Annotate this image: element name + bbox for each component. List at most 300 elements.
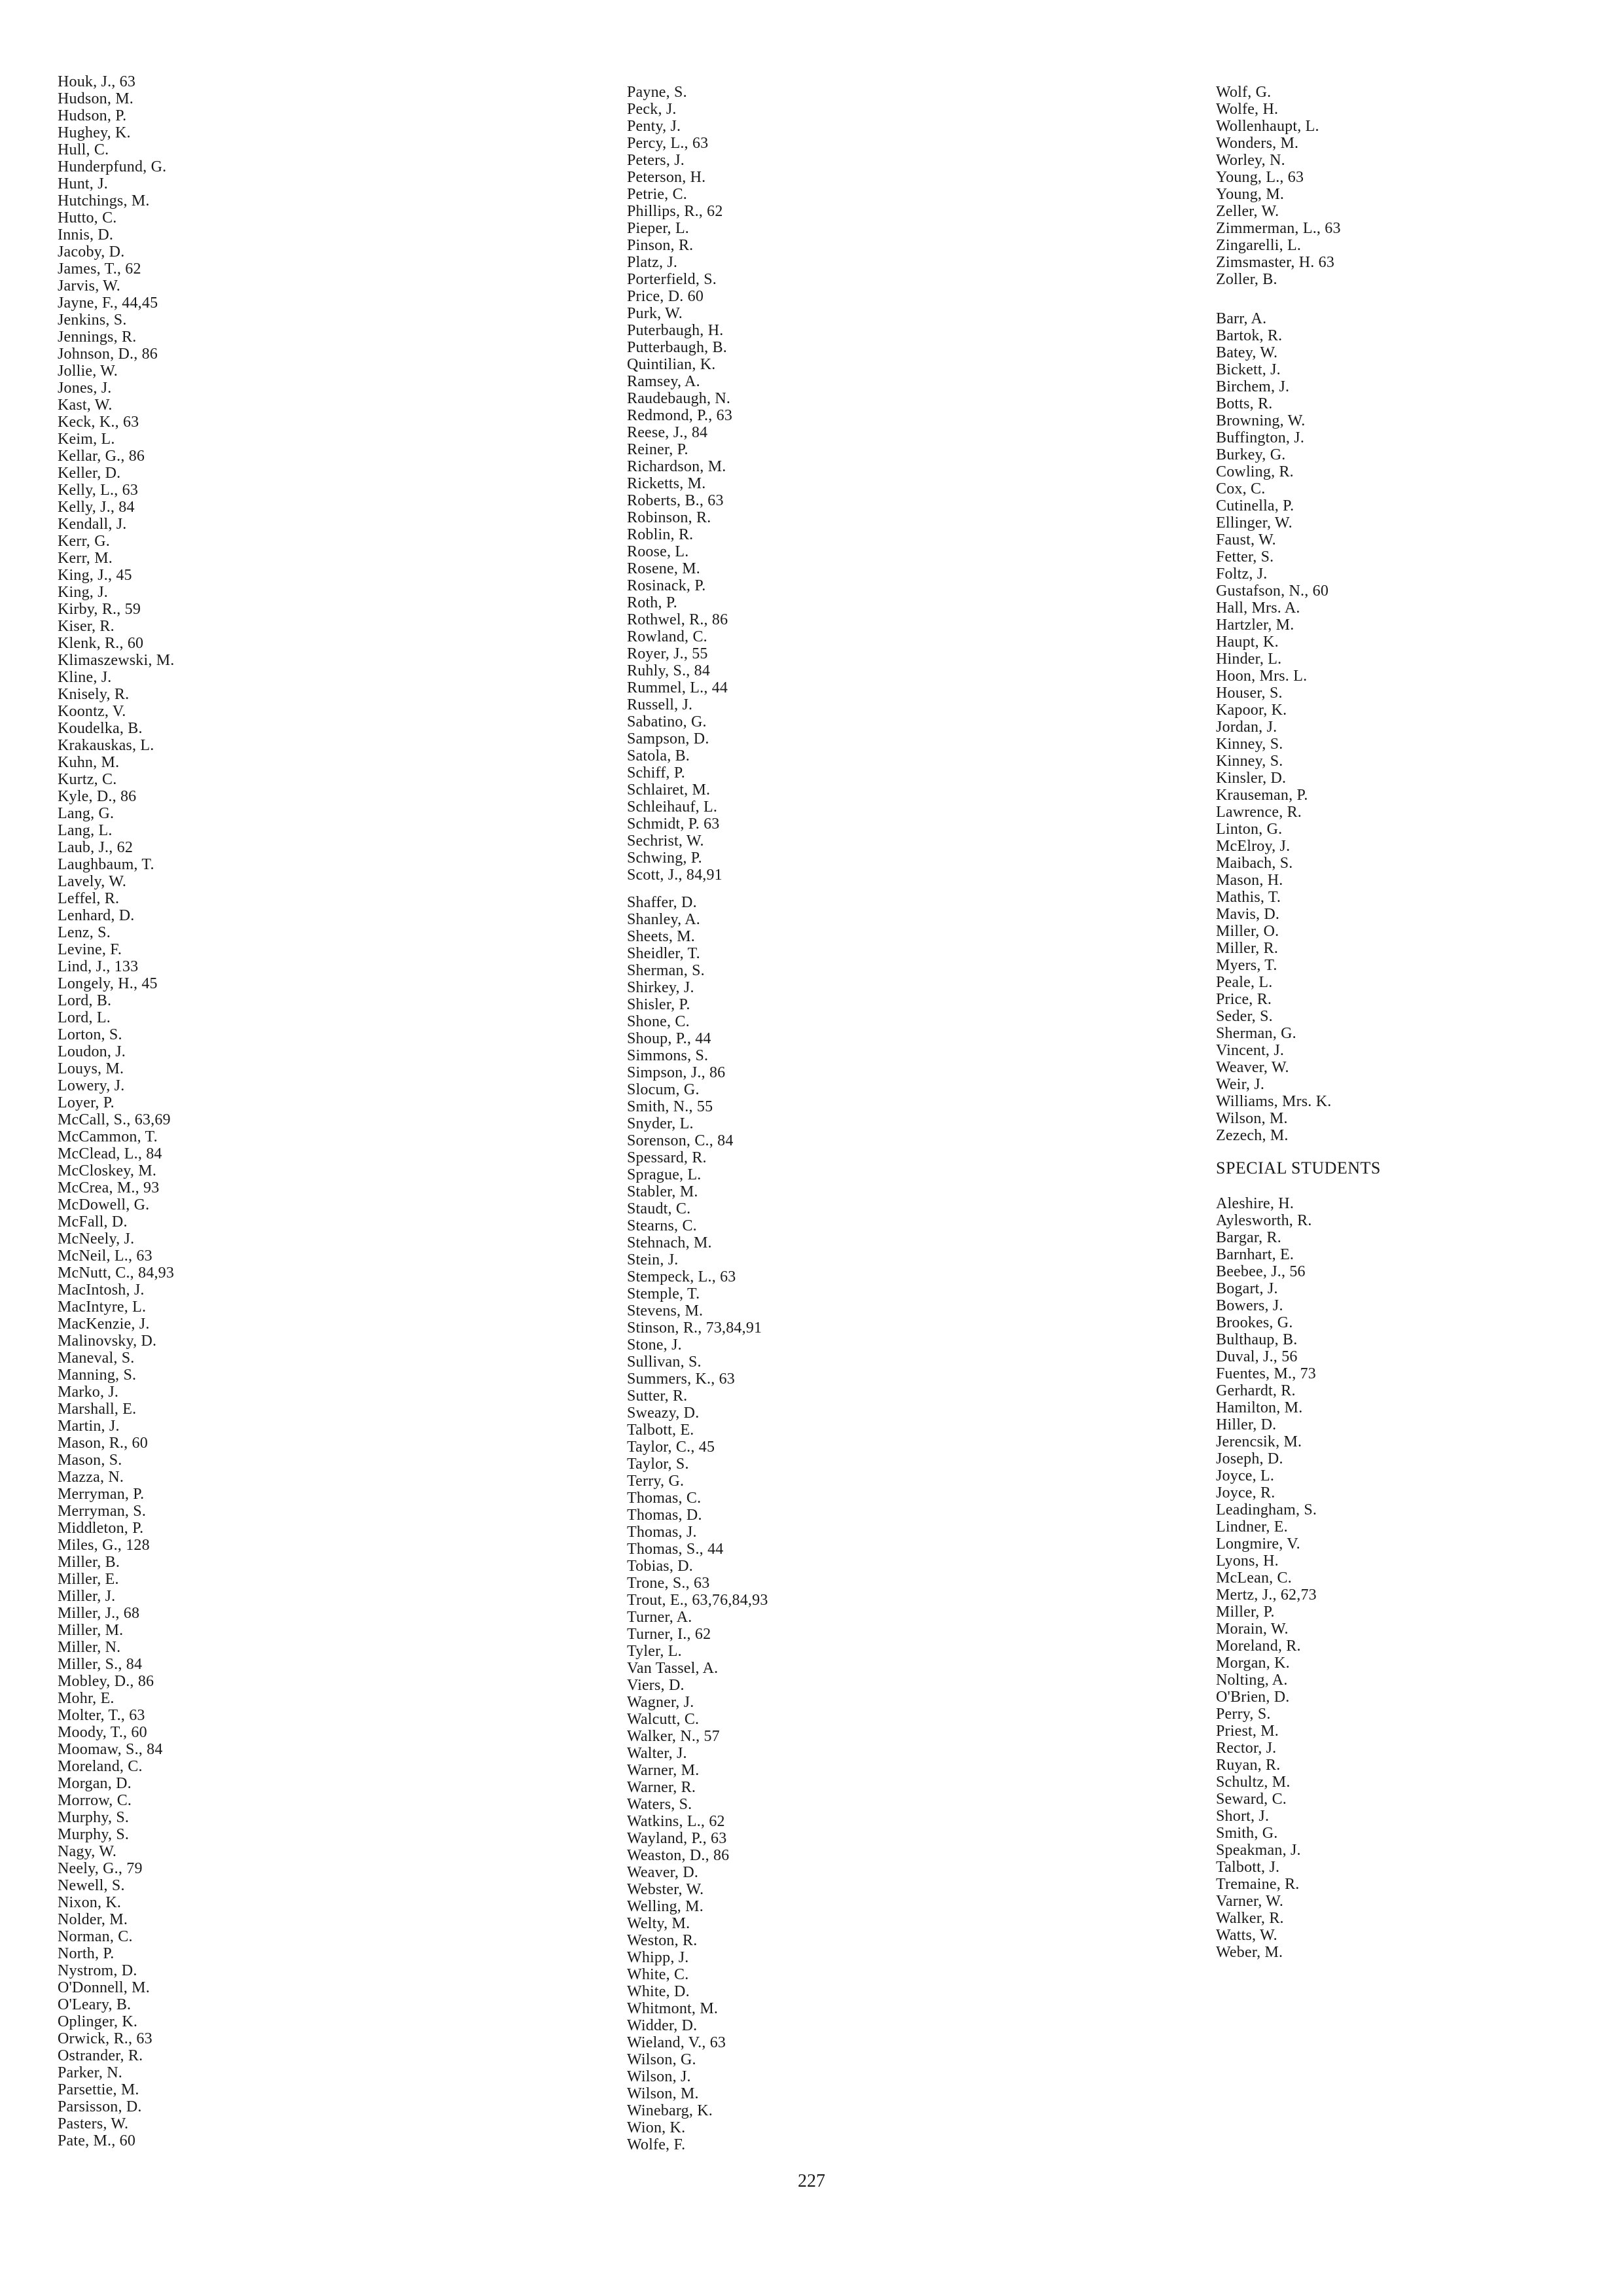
index-entry: Walker, N., 57	[627, 1728, 720, 1745]
special-student-entry: Joyce, L.	[1216, 1467, 1275, 1484]
index-entry: Richardson, M.	[627, 458, 726, 475]
section-gap	[1216, 1178, 1381, 1195]
index-entry: Worley, N.	[1216, 152, 1285, 169]
index-entry: Kerr, M.	[58, 550, 113, 567]
index-entry: Thomas, C.	[627, 1490, 702, 1507]
index-entry: Miller, N.	[58, 1639, 121, 1656]
index-entry: Waters, S.	[627, 1796, 692, 1813]
index-entry: Turner, A.	[627, 1609, 692, 1626]
special-student-entry: Weber, M.	[1216, 1944, 1283, 1961]
index-entry: Thomas, S., 44	[627, 1541, 724, 1558]
special-student-entry: Perry, S.	[1216, 1706, 1271, 1723]
index-entry: MacIntyre, L.	[58, 1299, 147, 1316]
index-entry: Sutter, R.	[627, 1388, 688, 1405]
index-entry: Molter, T., 63	[58, 1707, 145, 1724]
index-entry: Trone, S., 63	[627, 1575, 710, 1592]
index-entry: Shisler, P.	[627, 996, 690, 1013]
index-entry: Whipp, J.	[627, 1949, 689, 1966]
index-entry: Malinovsky, D.	[58, 1333, 157, 1350]
index-entry: Linton, G.	[1216, 821, 1283, 838]
special-student-entry: Mertz, J., 62,73	[1216, 1587, 1317, 1604]
index-entry: Smith, N., 55	[627, 1098, 713, 1115]
index-entry: Kyle, D., 86	[58, 788, 137, 805]
index-entry: Houser, S.	[1216, 685, 1283, 702]
index-entry: Weston, R.	[627, 1932, 698, 1949]
index-entry: Simmons, S.	[627, 1047, 709, 1064]
index-entry: Spessard, R.	[627, 1149, 707, 1166]
special-student-entry: Talbott, J.	[1216, 1859, 1280, 1876]
index-entry: Ricketts, M.	[627, 475, 706, 492]
index-entry: Kline, J.	[58, 669, 112, 686]
index-entry: Wolf, G.	[1216, 84, 1272, 101]
index-entry: Mavis, D.	[1216, 906, 1280, 923]
index-entry: Mason, R., 60	[58, 1435, 148, 1452]
index-entry: Scott, J., 84,91	[627, 867, 722, 884]
index-entry: Miller, O.	[1216, 923, 1279, 940]
index-entry: McCrea, M., 93	[58, 1179, 160, 1196]
special-student-entry: Aleshire, H.	[1216, 1195, 1294, 1212]
index-entry: Lord, L.	[58, 1009, 111, 1026]
special-student-entry: Aylesworth, R.	[1216, 1212, 1312, 1229]
index-entry: Quintilian, K.	[627, 356, 716, 373]
index-entry: Cox, C.	[1216, 480, 1266, 497]
index-entry: McCloskey, M.	[58, 1162, 157, 1179]
section-gap	[1216, 1144, 1381, 1158]
index-entry: Snyder, L.	[627, 1115, 694, 1132]
index-entry: Zimsmaster, H. 63	[1216, 254, 1335, 271]
index-entry: Wonders, M.	[1216, 135, 1299, 152]
index-entry: Browning, W.	[1216, 412, 1306, 429]
special-student-entry: Priest, M.	[1216, 1723, 1279, 1740]
index-entry: Young, M.	[1216, 186, 1285, 203]
index-entry: Watkins, L., 62	[627, 1813, 725, 1830]
index-entry: Miller, J.	[58, 1588, 116, 1605]
special-student-entry: Bulthaup, B.	[1216, 1331, 1298, 1348]
index-entry: Trout, E., 63,76,84,93	[627, 1592, 768, 1609]
index-entry: Roblin, R.	[627, 526, 694, 543]
index-entry: Rothwel, R., 86	[627, 611, 728, 628]
index-entry: Welty, M.	[627, 1915, 690, 1932]
special-student-entry: McLean, C.	[1216, 1570, 1292, 1587]
special-student-entry: Seward, C.	[1216, 1791, 1287, 1808]
index-entry: Cutinella, P.	[1216, 497, 1294, 514]
index-entry: Kapoor, K.	[1216, 702, 1287, 719]
index-entry: Kiser, R.	[58, 618, 115, 635]
index-entry: Stone, J.	[627, 1336, 682, 1354]
index-entry: Shanley, A.	[627, 911, 700, 928]
index-entry: Rosene, M.	[627, 560, 700, 577]
index-entry: Marko, J.	[58, 1384, 119, 1401]
index-entry: Schmidt, P. 63	[627, 816, 720, 833]
index-entry: Walter, J.	[627, 1745, 687, 1762]
index-entry: Nixon, K.	[58, 1894, 122, 1911]
group-gap	[1216, 288, 1381, 310]
index-entry: Petrie, C.	[627, 186, 687, 203]
special-student-entry: Brookes, G.	[1216, 1314, 1293, 1331]
special-student-entry: Rector, J.	[1216, 1740, 1277, 1757]
index-entry: Parsettie, M.	[58, 2081, 139, 2098]
index-entry: Schwing, P.	[627, 850, 702, 867]
index-entry: Kast, W.	[58, 397, 113, 414]
index-entry: White, C.	[627, 1966, 689, 1983]
index-entry: Weaver, W.	[1216, 1059, 1289, 1076]
special-student-entry: Lyons, H.	[1216, 1552, 1279, 1570]
index-entry: Wagner, J.	[627, 1694, 694, 1711]
index-entry: Murphy, S.	[58, 1826, 130, 1843]
special-student-entry: Hamilton, M.	[1216, 1399, 1303, 1416]
index-entry: Oplinger, K.	[58, 2013, 138, 2030]
special-student-entry: Varner, W.	[1216, 1893, 1284, 1910]
index-entry: Whitmont, M.	[627, 2000, 719, 2017]
index-entry: Russell, J.	[627, 696, 693, 713]
index-entry: Welling, M.	[627, 1898, 704, 1915]
special-student-entry: Schultz, M.	[1216, 1774, 1291, 1791]
index-entry: Schlairet, M.	[627, 781, 711, 798]
index-entry: Warner, M.	[627, 1762, 700, 1779]
index-entry: Satola, B.	[627, 747, 690, 764]
index-entry: Kelly, J., 84	[58, 499, 135, 516]
special-student-entry: Smith, G.	[1216, 1825, 1278, 1842]
special-student-entry: Hiller, D.	[1216, 1416, 1277, 1433]
index-entry: Rummel, L., 44	[627, 679, 728, 696]
index-entry: Haupt, K.	[1216, 634, 1279, 651]
index-entry: Stinson, R., 73,84,91	[627, 1319, 762, 1336]
index-entry: Wieland, V., 63	[627, 2034, 726, 2051]
index-entry: Laub, J., 62	[58, 839, 134, 856]
index-entry: Ramsey, A.	[627, 373, 700, 390]
group-gap	[627, 884, 768, 894]
index-entry: Leffel, R.	[58, 890, 120, 907]
index-entry: Kelly, L., 63	[58, 482, 139, 499]
index-entry: Hoon, Mrs. L.	[1216, 668, 1308, 685]
index-entry: Puterbaugh, H.	[627, 322, 724, 339]
index-entry: Cowling, R.	[1216, 463, 1294, 480]
special-student-entry: Speakman, J.	[1216, 1842, 1301, 1859]
index-entry: Pasters, W.	[58, 2115, 129, 2132]
special-student-entry: Barnhart, E.	[1216, 1246, 1294, 1263]
index-entry: Martin, J.	[58, 1418, 120, 1435]
index-entry: Mohr, E.	[58, 1690, 115, 1707]
index-entry: Newell, S.	[58, 1877, 125, 1894]
index-entry: Neely, G., 79	[58, 1860, 143, 1877]
special-student-entry: Short, J.	[1216, 1808, 1270, 1825]
index-entry: O'Donnell, M.	[58, 1979, 150, 1996]
index-entry: McNeil, L., 63	[58, 1247, 152, 1265]
index-entry: Van Tassel, A.	[627, 1660, 719, 1677]
index-entry: Phillips, R., 62	[627, 203, 723, 220]
index-entry: Weaston, D., 86	[627, 1847, 730, 1864]
index-entry: Sherman, S.	[627, 962, 705, 979]
index-entry: Pieper, L.	[627, 220, 690, 237]
special-student-entry: Morgan, K.	[1216, 1655, 1290, 1672]
index-entry: Sheidler, T.	[627, 945, 700, 962]
index-entry: Miller, E.	[58, 1571, 119, 1588]
special-student-entry: Longmire, V.	[1216, 1535, 1300, 1552]
index-entry: Lenhard, D.	[58, 907, 135, 924]
index-entry: Kinsler, D.	[1216, 770, 1287, 787]
index-entry: Young, L., 63	[1216, 169, 1304, 186]
special-student-entry: Miller, P.	[1216, 1604, 1275, 1621]
index-entry: Stevens, M.	[627, 1302, 704, 1319]
index-entry: Jollie, W.	[58, 363, 118, 380]
index-column-3	[1216, 84, 1381, 1961]
index-entry: Miller, M.	[58, 1622, 124, 1639]
index-entry: Hull, C.	[58, 141, 109, 158]
index-entry: Wion, K.	[627, 2119, 686, 2136]
index-entry: Hudson, M.	[58, 90, 134, 107]
index-entry: Widder, D.	[627, 2017, 698, 2034]
index-entry: Ostrander, R.	[58, 2047, 143, 2064]
index-column-2	[627, 84, 768, 2153]
index-entry: Orwick, R., 63	[58, 2030, 152, 2047]
index-entry: Sampson, D.	[627, 730, 709, 747]
index-entry: Zezech, M.	[1216, 1127, 1289, 1144]
index-entry: Hunt, J.	[58, 175, 108, 192]
index-entry: Marshall, E.	[58, 1401, 137, 1418]
index-entry: Jayne, F., 44,45	[58, 295, 158, 312]
index-entry: Keim, L.	[58, 431, 115, 448]
index-entry: Nagy, W.	[58, 1843, 117, 1860]
index-entry: Hartzler, M.	[1216, 617, 1294, 634]
index-entry: Houk, J., 63	[58, 73, 136, 90]
index-entry: Talbott, E.	[627, 1422, 694, 1439]
index-entry: Nystrom, D.	[58, 1962, 137, 1979]
index-entry: Knisely, R.	[58, 686, 130, 703]
index-entry: Nolder, M.	[58, 1911, 128, 1928]
index-entry: Putterbaugh, B.	[627, 339, 727, 356]
index-entry: Fetter, S.	[1216, 548, 1274, 565]
index-entry: Thomas, D.	[627, 1507, 702, 1524]
index-entry: Lawrence, R.	[1216, 804, 1302, 821]
index-entry: Gustafson, N., 60	[1216, 583, 1329, 600]
index-entry: Hunderpfund, G.	[58, 158, 167, 175]
index-entry: Klenk, R., 60	[58, 635, 144, 652]
index-entry: Koontz, V.	[58, 703, 126, 720]
index-entry: Sabatino, G.	[627, 713, 707, 730]
index-entry: Walcutt, C.	[627, 1711, 700, 1728]
index-entry: Stehnach, M.	[627, 1234, 712, 1251]
index-entry: Hall, Mrs. A.	[1216, 600, 1300, 617]
special-student-entry: Beebee, J., 56	[1216, 1263, 1306, 1280]
index-entry: Miller, S., 84	[58, 1656, 143, 1673]
index-entry: Middleton, P.	[58, 1520, 144, 1537]
index-entry: Wolfe, F.	[627, 2136, 686, 2153]
index-entry: Sullivan, S.	[627, 1354, 702, 1371]
index-entry: Bickett, J.	[1216, 361, 1281, 378]
index-entry: Stempeck, L., 63	[627, 1268, 736, 1285]
index-entry: Jacoby, D.	[58, 243, 125, 260]
index-entry: Kendall, J.	[58, 516, 127, 533]
index-entry: MacKenzie, J.	[58, 1316, 150, 1333]
index-entry: Mobley, D., 86	[58, 1673, 154, 1690]
index-entry: Loyer, P.	[58, 1094, 115, 1111]
index-entry: Shaffer, D.	[627, 894, 697, 911]
index-entry: Price, D. 60	[627, 288, 704, 305]
special-student-entry: Lindner, E.	[1216, 1518, 1288, 1535]
index-entry: Kuhn, M.	[58, 754, 120, 771]
index-entry: Slocum, G.	[627, 1081, 700, 1098]
index-entry: Maibach, S.	[1216, 855, 1293, 872]
index-entry: Percy, L., 63	[627, 135, 709, 152]
index-entry: Jennings, R.	[58, 329, 137, 346]
index-entry: Wolfe, H.	[1216, 101, 1279, 118]
index-entry: Zimmerman, L., 63	[1216, 220, 1341, 237]
index-entry: Stein, J.	[627, 1251, 679, 1268]
index-entry: Hinder, L.	[1216, 651, 1282, 668]
index-entry: Botts, R.	[1216, 395, 1273, 412]
index-entry: Stabler, M.	[627, 1183, 698, 1200]
index-entry: Sweazy, D.	[627, 1405, 700, 1422]
special-student-entry: Joseph, D.	[1216, 1450, 1283, 1467]
index-entry: Jenkins, S.	[58, 312, 127, 329]
index-entry: Weaver, D.	[627, 1864, 699, 1881]
index-entry: Price, R.	[1216, 991, 1272, 1008]
index-entry: Jordan, J.	[1216, 719, 1277, 736]
special-student-entry: Joyce, R.	[1216, 1484, 1275, 1501]
index-entry: Rowland, C.	[627, 628, 707, 645]
special-student-entry: Jerencsik, M.	[1216, 1433, 1302, 1450]
index-entry: Zoller, B.	[1216, 271, 1277, 288]
index-entry: Payne, S.	[627, 84, 687, 101]
index-entry: Tyler, L.	[627, 1643, 682, 1660]
index-entry: Peterson, H.	[627, 169, 706, 186]
index-entry: McElroy, J.	[1216, 838, 1291, 855]
index-entry: Wilson, J.	[627, 2068, 691, 2085]
special-student-entry: O'Brien, D.	[1216, 1689, 1290, 1706]
index-entry: Kellar, G., 86	[58, 448, 145, 465]
index-entry: Roth, P.	[627, 594, 677, 611]
index-entry: Wilson, M.	[1216, 1110, 1288, 1127]
index-entry: McNeely, J.	[58, 1230, 135, 1247]
index-entry: Barr, A.	[1216, 310, 1267, 327]
index-entry: Mathis, T.	[1216, 889, 1281, 906]
index-entry: Merryman, S.	[58, 1503, 147, 1520]
index-entry: Sheets, M.	[627, 928, 695, 945]
index-entry: Lord, B.	[58, 992, 112, 1009]
index-entry: Ellinger, W.	[1216, 514, 1293, 531]
index-entry: McFall, D.	[58, 1213, 128, 1230]
index-entry: Taylor, C., 45	[627, 1439, 715, 1456]
index-entry: Vincent, J.	[1216, 1042, 1285, 1059]
index-entry: Porterfield, S.	[627, 271, 717, 288]
index-entry: Peale, L.	[1216, 974, 1273, 991]
index-entry: Koudelka, B.	[58, 720, 143, 737]
index-entry: McDowell, G.	[58, 1196, 150, 1213]
index-entry: Viers, D.	[627, 1677, 685, 1694]
index-entry: Krakauskas, L.	[58, 737, 154, 754]
index-entry: Thomas, J.	[627, 1524, 697, 1541]
index-entry: King, J., 45	[58, 567, 132, 584]
index-entry: Rosinack, P.	[627, 577, 706, 594]
index-entry: Sechrist, W.	[627, 833, 704, 850]
index-entry: Schiff, P.	[627, 764, 685, 781]
index-entry: Reiner, P.	[627, 441, 688, 458]
index-entry: Lenz, S.	[58, 924, 111, 941]
index-entry: James, T., 62	[58, 260, 141, 278]
section-heading: SPECIAL STUDENTS	[1216, 1158, 1381, 1177]
special-student-entry: Fuentes, M., 73	[1216, 1365, 1316, 1382]
special-student-entry: Moreland, R.	[1216, 1638, 1301, 1655]
index-entry: Manning, S.	[58, 1367, 137, 1384]
index-entry: MacIntosh, J.	[58, 1282, 145, 1299]
index-entry: Levine, F.	[58, 941, 122, 958]
special-student-entry: Leadingham, S.	[1216, 1501, 1317, 1518]
index-entry: Stemple, T.	[627, 1285, 700, 1302]
index-entry: Kurtz, C.	[58, 771, 117, 788]
index-entry: Klimaszewski, M.	[58, 652, 175, 669]
index-entry: Myers, T.	[1216, 957, 1277, 974]
index-entry: Merryman, P.	[58, 1486, 145, 1503]
index-entry: Birchem, J.	[1216, 378, 1290, 395]
index-entry: Lang, G.	[58, 805, 115, 822]
index-entry: Louys, M.	[58, 1060, 124, 1077]
index-entry: North, P.	[58, 1945, 115, 1962]
index-entry: Krauseman, P.	[1216, 787, 1308, 804]
index-entry: Wilson, G.	[627, 2051, 696, 2068]
index-entry: Robinson, R.	[627, 509, 711, 526]
index-entry: Innis, D.	[58, 226, 114, 243]
index-entry: Mason, S.	[58, 1452, 122, 1469]
index-entry: Simpson, J., 86	[627, 1064, 726, 1081]
index-entry: Ruhly, S., 84	[627, 662, 711, 679]
index-entry: Loudon, J.	[58, 1043, 126, 1060]
index-entry: Mazza, N.	[58, 1469, 124, 1486]
index-entry: Roose, L.	[627, 543, 689, 560]
index-entry: Shirkey, J.	[627, 979, 694, 996]
index-entry: Buffington, J.	[1216, 429, 1305, 446]
index-entry: Shone, C.	[627, 1013, 690, 1030]
index-entry: Peck, J.	[627, 101, 677, 118]
index-entry: Zeller, W.	[1216, 203, 1279, 220]
index-entry: Foltz, J.	[1216, 565, 1268, 583]
index-entry: Jarvis, W.	[58, 278, 121, 295]
special-student-entry: Ruyan, R.	[1216, 1757, 1281, 1774]
index-entry: Tobias, D.	[627, 1558, 693, 1575]
index-entry: Hudson, P.	[58, 107, 127, 124]
index-entry: Hutto, C.	[58, 209, 117, 226]
index-entry: Kinney, S.	[1216, 753, 1283, 770]
index-entry: Kerr, G.	[58, 533, 110, 550]
index-entry: Wilson, M.	[627, 2085, 699, 2102]
index-entry: Miller, R.	[1216, 940, 1279, 957]
index-entry: Sorenson, C., 84	[627, 1132, 734, 1149]
index-entry: Roberts, B., 63	[627, 492, 724, 509]
index-entry: Reese, J., 84	[627, 424, 708, 441]
index-entry: Bartok, R.	[1216, 327, 1283, 344]
index-entry: Batey, W.	[1216, 344, 1278, 361]
index-entry: Penty, J.	[627, 118, 681, 135]
index-entry: Turner, I., 62	[627, 1626, 711, 1643]
index-entry: Moody, T., 60	[58, 1724, 147, 1741]
index-entry: McCammon, T.	[58, 1128, 158, 1145]
index-entry: Laughbaum, T.	[58, 856, 154, 873]
index-entry: Johnson, D., 86	[58, 346, 158, 363]
index-entry: McNutt, C., 84,93	[58, 1265, 175, 1282]
index-entry: Stearns, C.	[627, 1217, 697, 1234]
special-student-entry: Gerhardt, R.	[1216, 1382, 1296, 1399]
index-entry: Williams, Mrs. K.	[1216, 1093, 1332, 1110]
index-entry: Hughey, K.	[58, 124, 131, 141]
index-entry: Lavely, W.	[58, 873, 127, 890]
index-entry: Lorton, S.	[58, 1026, 122, 1043]
index-entry: Maneval, S.	[58, 1350, 135, 1367]
index-entry: Miller, J., 68	[58, 1605, 140, 1622]
special-student-entry: Watts, W.	[1216, 1927, 1277, 1944]
index-entry: Summers, K., 63	[627, 1371, 735, 1388]
index-entry: Sherman, G.	[1216, 1025, 1296, 1042]
index-entry: Purk, W.	[627, 305, 683, 322]
special-student-entry: Nolting, A.	[1216, 1672, 1288, 1689]
